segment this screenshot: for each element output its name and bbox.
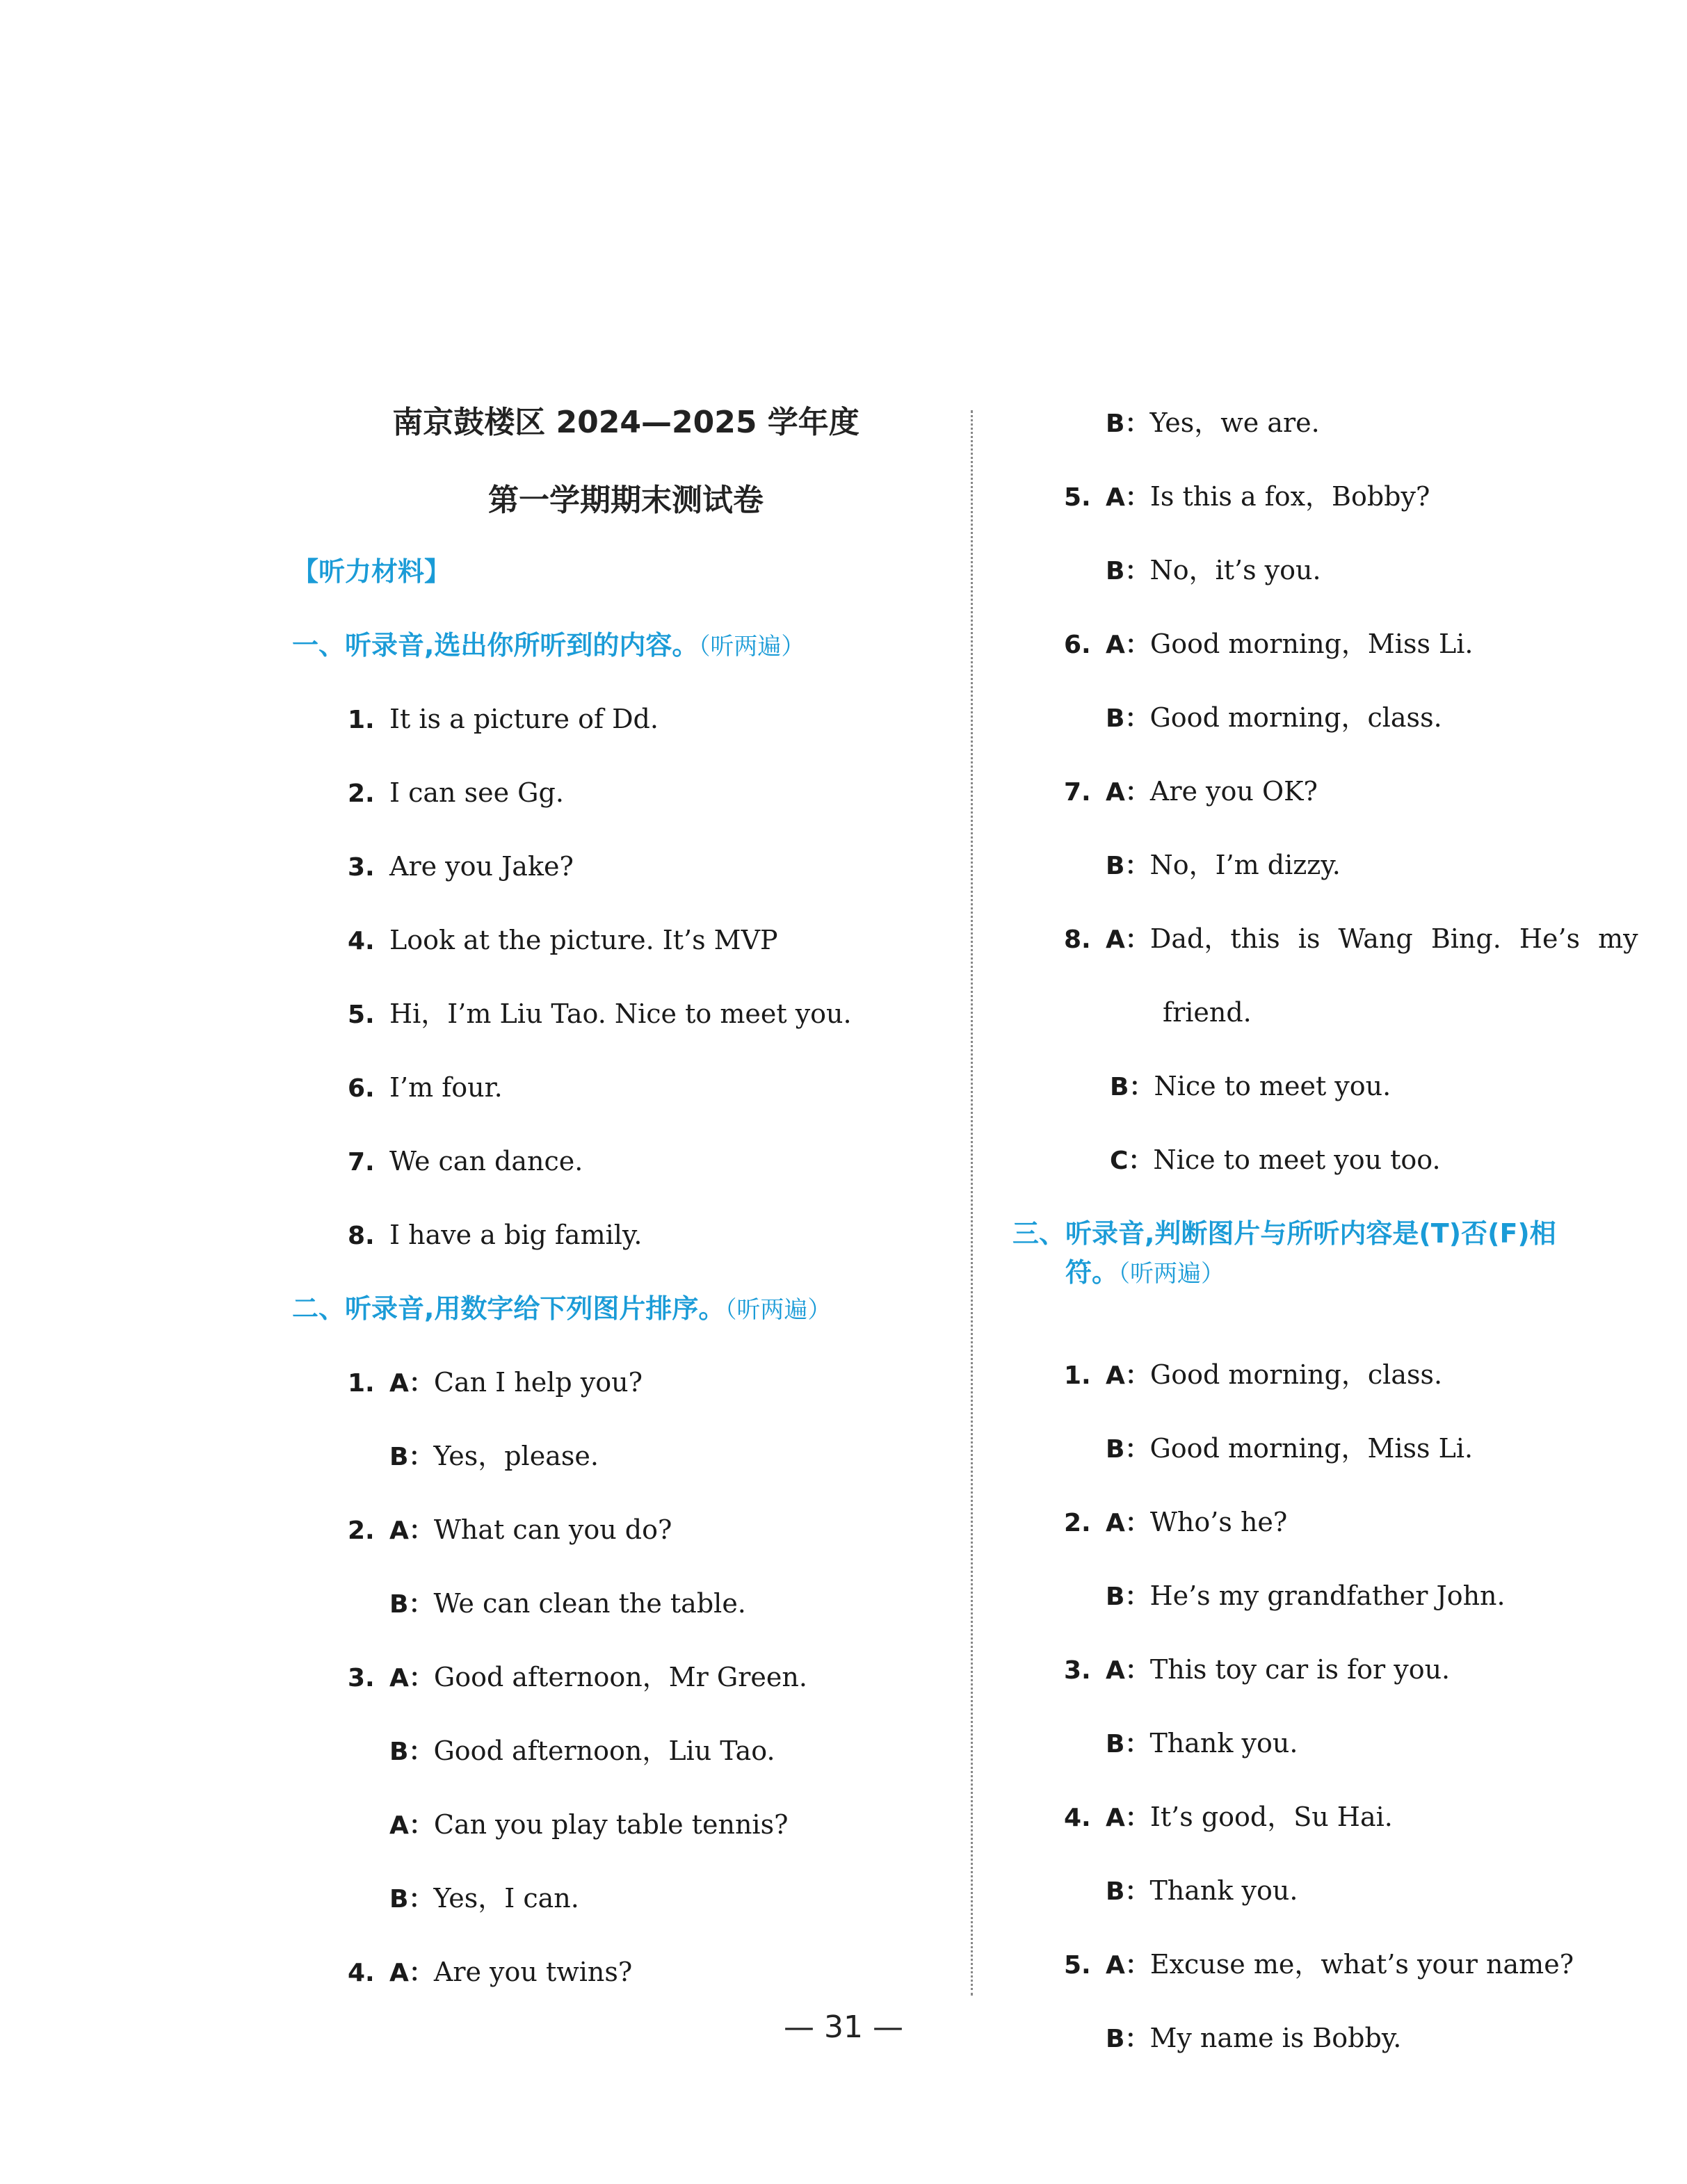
s3-dialogue-4-b: B：Thank you. [1106, 1875, 1298, 1906]
material-label: 【听力材料】 [292, 556, 451, 587]
section-1-heading: 一、听录音,选出你所听到的内容。（听两遍） [292, 630, 805, 661]
s3-dialogue-4-a: 4. A：It’s good，Su Hai. [1064, 1802, 1393, 1832]
s1-item: 1. It is a picture of Dd. [348, 704, 659, 734]
s2-dialogue-8-b: B：Nice to meet you. [1110, 1071, 1391, 1101]
s1-item: 5. Hi，I’m Liu Tao. Nice to meet you. [348, 998, 852, 1029]
s2-dialogue-5-a: 5. A：Is this a fox，Bobby? [1064, 481, 1430, 512]
s3-dialogue-2-b: B：He’s my grandfather John. [1106, 1580, 1506, 1611]
s3-dialogue-2-a: 2. A：Who’s he? [1064, 1507, 1288, 1537]
s2-dialogue-2-b: B：We can clean the table. [389, 1588, 746, 1619]
title-line-2: 第一学期期末测试卷 [488, 483, 764, 518]
s2-dialogue-7-b: B：No，I’m dizzy. [1106, 850, 1341, 880]
s2-dialogue-4-b: B：Yes，we are. [1106, 407, 1320, 438]
s3-dialogue-1-a: 1. A：Good morning，class. [1064, 1359, 1443, 1390]
s1-item: 3. Are you Jake? [348, 851, 574, 882]
section-3-heading: 三、听录音,判断图片与所听内容是(T)否(F)相 符。（听两遍） [1012, 1218, 1556, 1288]
s2-dialogue-8-a: 8. A：Dad，this is Wang Bing. He’s my [1064, 923, 1638, 954]
s1-item: 2. I can see Gg. [348, 777, 564, 808]
s3-dialogue-1-b: B：Good morning，Miss Li. [1106, 1433, 1474, 1464]
column-divider [971, 410, 973, 1996]
s2-dialogue-3-a2: A：Can you play table tennis? [389, 1809, 789, 1840]
s2-dialogue-2-a: 2. A：What can you do? [348, 1514, 672, 1545]
s2-dialogue-5-b: B：No，it’s you. [1106, 555, 1321, 585]
right-column [1012, 403, 1659, 2092]
s2-dialogue-3-b1: B：Good afternoon，Liu Tao. [389, 1736, 775, 1766]
s3-dialogue-3-b: B：Thank you. [1106, 1728, 1298, 1758]
s2-dialogue-3-a1: 3. A：Good afternoon，Mr Green. [348, 1662, 807, 1692]
s2-dialogue-6-a: 6. A：Good morning，Miss Li. [1064, 629, 1474, 659]
s2-dialogue-6-b: B：Good morning，class. [1106, 702, 1442, 733]
title-line-1: 南京鼓楼区 2024—2025 学年度 [392, 405, 859, 440]
s1-item: 6. I’m four. [348, 1072, 503, 1103]
section-2-heading: 二、听录音,用数字给下列图片排序。（听两遍） [292, 1293, 832, 1324]
s1-item: 8. I have a big family. [348, 1220, 643, 1250]
s2-dialogue-1-a: 1. A：Can I help you? [348, 1367, 643, 1398]
s2-dialogue-1-b: B：Yes，please. [389, 1441, 599, 1471]
s2-dialogue-8-c: C：Nice to meet you too. [1110, 1144, 1441, 1175]
s2-dialogue-4-a: 4. A：Are you twins? [348, 1957, 633, 1987]
s2-dialogue-3-b2: B：Yes，I can. [389, 1883, 579, 1914]
left-column [292, 403, 960, 2026]
s3-dialogue-5-b: B：My name is Bobby. [1106, 2023, 1402, 2053]
s2-dialogue-7-a: 7. A：Are you OK? [1064, 776, 1318, 807]
s1-item: 7. We can dance. [348, 1146, 583, 1176]
s2-dialogue-8-a-cont: friend. [1163, 997, 1252, 1028]
s1-item: 4. Look at the picture. It’s MVP [348, 925, 778, 955]
page-number: — 31 — [784, 2009, 903, 2045]
s3-dialogue-5-a: 5. A：Excuse me，what’s your name? [1064, 1949, 1574, 1980]
s3-dialogue-3-a: 3. A：This toy car is for you. [1064, 1654, 1451, 1685]
